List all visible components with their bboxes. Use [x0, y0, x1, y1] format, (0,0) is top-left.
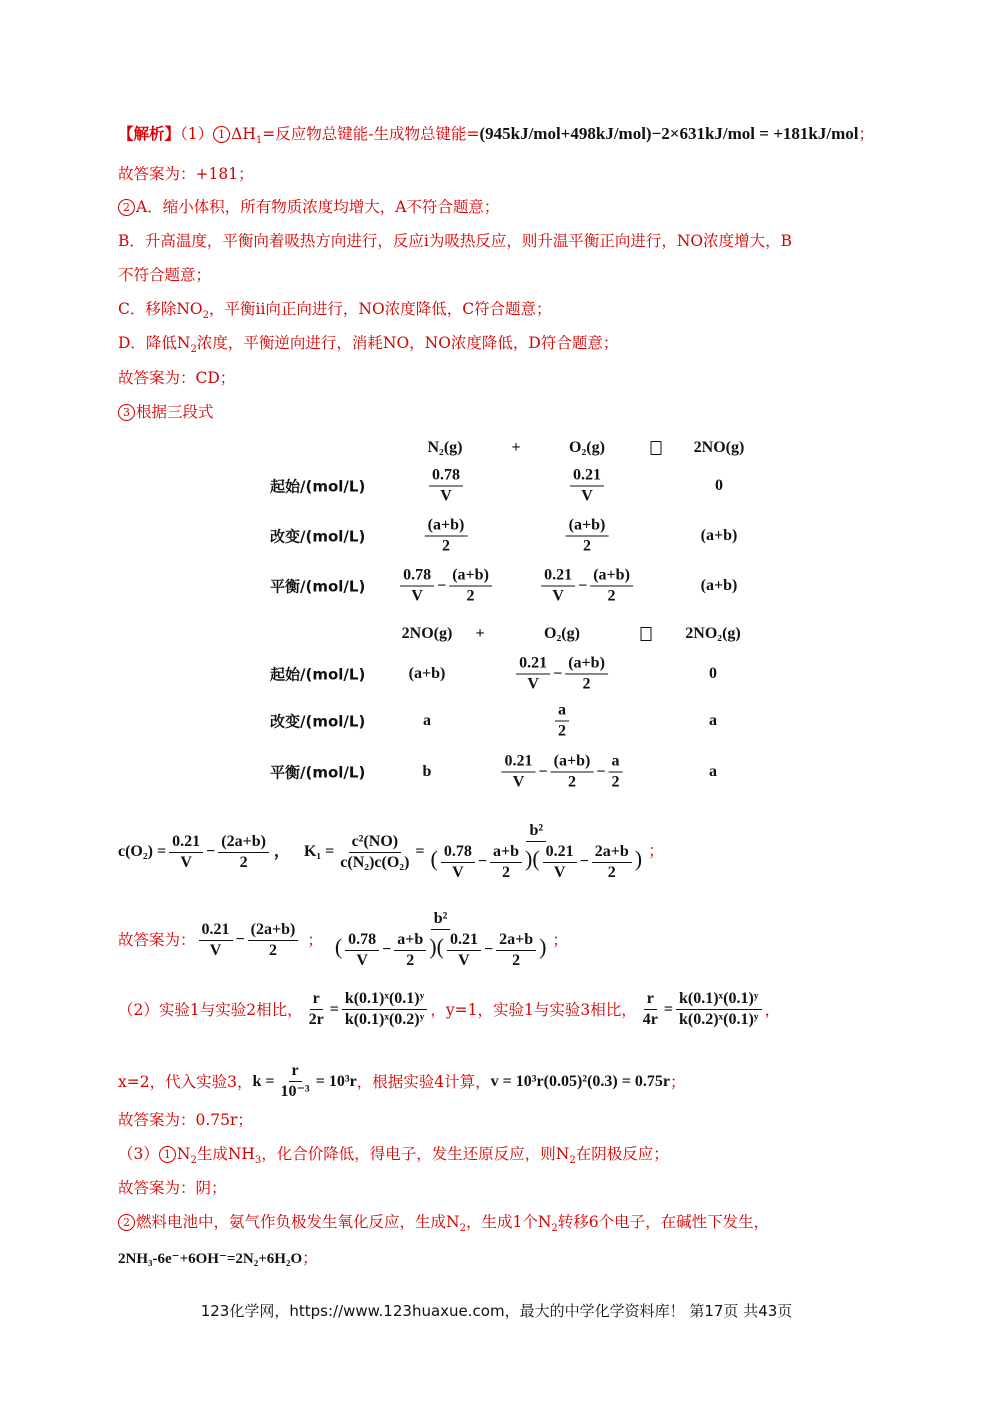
t1-row-eq-label: 平衡/(mol/L)	[270, 577, 366, 596]
t1-row-start-label: 起始/(mol/L)	[270, 477, 366, 496]
t2-eq-o2: $\frac{0.21}{V}$ − $\frac{(a+b)}{2}$ − $\frac{a}{2}$	[499, 753, 626, 792]
part3-line2: 2 燃料电池中，氨气作负极发生氧化反应，生成$N_2$，生成1个$N_2$转移6个电子，在碱性下发生，	[118, 1212, 769, 1239]
answer-1: 故答案为：+181；	[118, 165, 254, 183]
option-b-line2: 不符合题意；	[118, 266, 212, 284]
answer-3: 故答案为： $\frac{0.21}{V}$ − $\frac{(2a+b)}{2}$ ； b² ( $\frac{0.78}{V}$ − $\frac{a+b}{2}$ )( $\frac{0.21}{V}$ − $\frac{2a+b}{2}$ ) ；	[118, 910, 568, 969]
t1-start-n2: $\frac{0.78}{V}$	[426, 467, 466, 506]
t2-row-change-label: 改变/(mol/L)	[270, 712, 366, 731]
analysis-line-1: 【解析】（1） 1 $\Delta H_1=$反应物总键能-生成物总键能=(945kJ/mol+498kJ/mol)−2×631kJ/mol = +181kJ/mol；	[118, 124, 874, 147]
t1-change-no: (a+b)	[700, 527, 738, 544]
t1-row-change-label: 改变/(mol/L)	[270, 527, 366, 546]
t2-header-plus: +	[475, 625, 485, 642]
t2-change-no: a	[423, 712, 431, 729]
analysis-tag: 【解析】	[118, 124, 181, 143]
answer-4: 故答案为：0.75r；	[118, 1111, 253, 1129]
t1-eq-no: (a+b)	[700, 577, 738, 594]
dh-formula: (945kJ/mol+498kJ/mol)−2×631kJ/mol = +181kJ/mol	[479, 124, 859, 143]
t1-header-n2: N₂(g)	[427, 439, 463, 456]
option-a: 2 A．缩小体积，所有物质浓度均增大，A不符合题意；	[118, 197, 499, 217]
t2-eq-no2: a	[709, 763, 717, 780]
option-b-line1: B．升高温度，平衡向着吸热方向进行，反应i为吸热反应，则升温平衡正向进行，NO浓度增大，B	[118, 232, 793, 250]
circle-3-icon: 3	[118, 404, 135, 421]
t1-start-no: 0	[715, 477, 723, 494]
t2-row-eq-label: 平衡/(mol/L)	[270, 763, 366, 782]
t1-eq-o2: $\frac{0.21}{V}$ − $\frac{(a+b)}{2}$	[538, 567, 636, 606]
circle-2-icon: 2	[118, 1214, 135, 1231]
part2-line2: x=2，代入实验3， k = $\frac{r}{\text{10⁻³}}$ = 10³r ，根据实验4计算， v = 10³r(0.05)²(0.3) = 0.75r ；	[118, 1062, 686, 1100]
t1-header-o2: O₂(g)	[569, 439, 605, 456]
co2-k1-equation: c(O₂) = $\frac{0.21}{V}$ − $\frac{(2a+b)}{2}$ ， K₁ = $\frac{\text{c²(NO)}}{\text{c(N₂)c(O₂)}}$ = b² ( $\frac{0.78}{V}$ − $\frac{a+b}{2}$ )( $\frac{0.21}{V}$ − $\frac{2a+b}{2}$ ) ；	[118, 822, 665, 881]
t1-header-plus: +	[511, 439, 521, 456]
t1-change-n2: $\frac{(a+b)}{2}$	[422, 517, 471, 556]
t2-eq-no: b	[422, 763, 432, 780]
three-stage-label: 3 根据三段式	[118, 402, 214, 422]
circle-1-icon: 1	[213, 126, 230, 143]
t2-start-no2: 0	[709, 665, 717, 682]
page-footer: 123化学网，https://www.123huaxue.com，最大的中学化学资料库！ 第17页 共43页	[200, 1302, 793, 1320]
t2-header-o2: O₂(g)	[544, 625, 580, 642]
answer-5: 故答案为：阴；	[118, 1179, 227, 1197]
t2-change-o2: $\frac{a}{2}$	[552, 702, 572, 741]
equilibrium-arrow-icon	[651, 441, 662, 455]
t2-change-no2: a	[709, 712, 717, 729]
t1-start-o2: $\frac{0.21}{V}$	[567, 467, 607, 506]
part3-line1: （3） 1 $N_2$生成$NH_3$，化合价降低，得电子，发生还原反应，则$N_2$在阴极反应；	[118, 1145, 669, 1167]
t2-header-2no: 2NO(g)	[401, 625, 453, 642]
t2-start-o2: $\frac{0.21}{V}$ − $\frac{(a+b)}{2}$	[513, 655, 611, 694]
option-c: C．移除$NO_2$，平衡ii向正向进行，NO浓度降低，C符合题意；	[118, 300, 552, 322]
electrode-equation: 2NH₃-6e⁻+6OH⁻=2N₂+6H₂O；	[118, 1249, 318, 1267]
part2-line1: （2）实验1与实验2相比， $\frac{r}{2r}$ = $\frac{\text{k(0.1)ˣ(0.1)ʸ}}{\text{k(0.1)ˣ(0.2)ʸ}}$ ，y=1，实验1与实验3相比， $\frac{r}{4r}$ = $\frac{\text{k(0.1)ˣ(0.1)ʸ}}{\text{k(0.2)ˣ(0.1)ʸ}}$ ，	[118, 990, 781, 1028]
t1-eq-n2: $\frac{0.78}{V}$ − $\frac{(a+b)}{2}$	[397, 567, 495, 606]
t2-start-no: (a+b)	[408, 665, 446, 682]
answer-2: 故答案为：CD；	[118, 369, 236, 387]
equilibrium-arrow-icon	[641, 627, 652, 641]
t1-change-o2: $\frac{(a+b)}{2}$	[563, 517, 612, 556]
circle-1-icon: 1	[159, 1146, 176, 1163]
t1-header-2no: 2NO(g)	[693, 439, 745, 456]
option-d: D．降低$N_2$浓度，平衡逆向进行，消耗NO，NO浓度降低，D符合题意；	[118, 334, 619, 356]
t2-row-start-label: 起始/(mol/L)	[270, 665, 366, 684]
circle-2-icon: 2	[118, 199, 135, 216]
t2-header-2no2: 2NO₂(g)	[685, 625, 741, 642]
